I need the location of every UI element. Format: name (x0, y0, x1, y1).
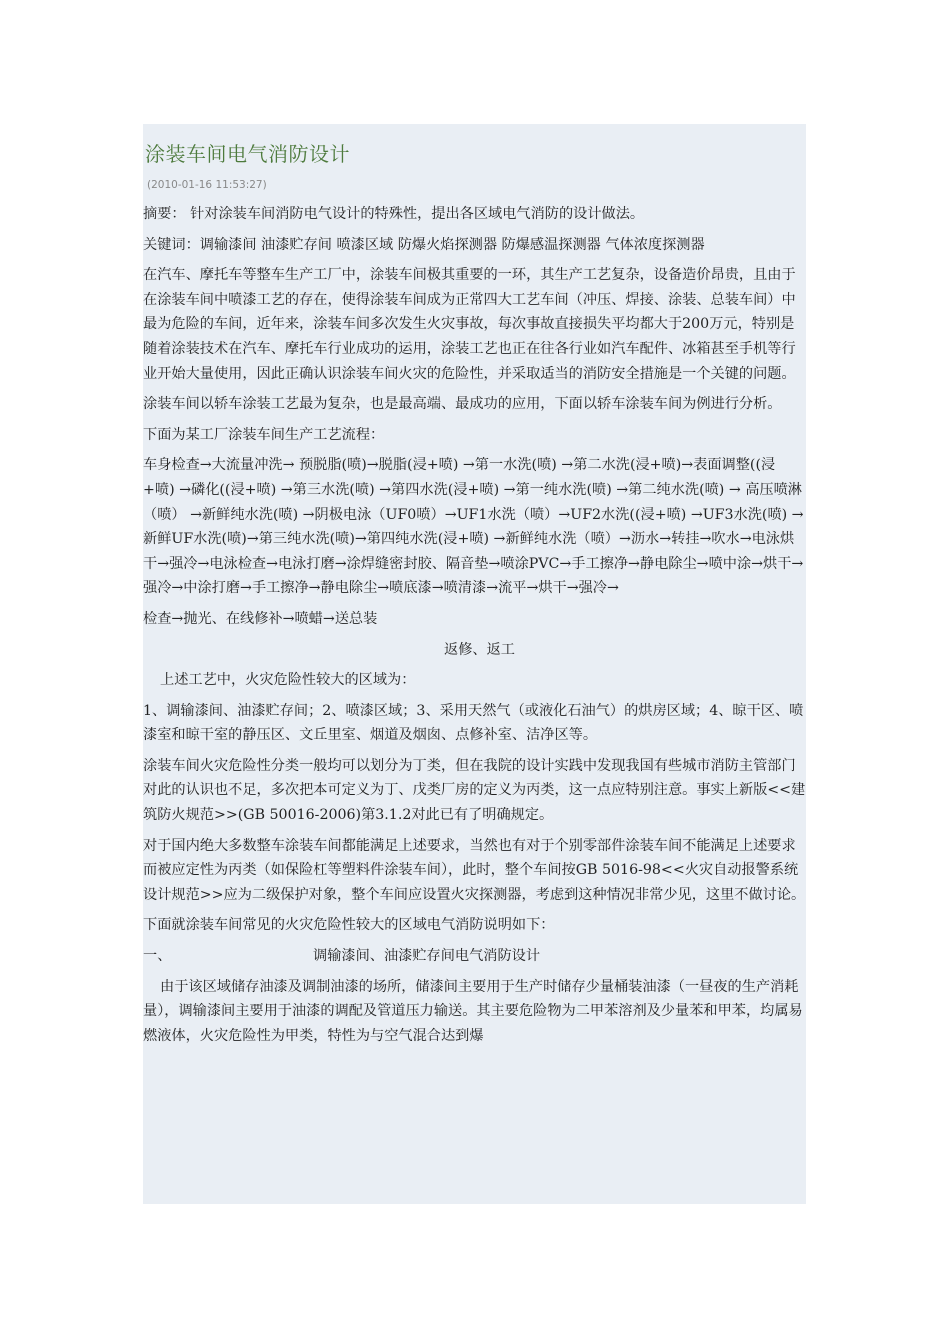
process-flow-end: 检查→抛光、在线修补→喷蜡→送总装 (143, 610, 378, 627)
section-heading-1 (143, 944, 806, 969)
paragraph-sedan: 涂装车间以轿车涂装工艺最为复杂，也是最高端、最成功的应用，下面以轿车涂装车间为例进行分析。 (143, 396, 782, 413)
article-title: 涂装车间电气消防设计 (145, 142, 350, 166)
keywords: 关键词：调输漆间 油漆贮存间 喷漆区域 防爆火焰探测器 防爆感温探测器 气体浓度探测器 (143, 236, 705, 253)
section-number: 一、 (143, 948, 172, 965)
article-container (143, 124, 806, 1204)
article-date: (2010-01-16 11:53:27) (147, 179, 267, 191)
article-body (143, 202, 806, 1048)
rework-label: 返修、返工 (444, 641, 515, 658)
paragraph-paint-room: 由于该区域储存油漆及调制油漆的场所，储漆间主要用于生产时储存少量桶装油漆（一昼夜的生产消耗量），调输漆间主要用于油漆的调配及管道压力输送。其主要危险物为二甲苯溶剂及少量苯和甲苯，均属易燃液体，火灾危险性为甲类，特性为与空气混合达到爆 (143, 978, 803, 1044)
paragraph-exceptions: 对于国内绝大多数整车涂装车间都能满足上述要求，当然也有对于个别零部件涂装车间不能满足上述要求而被应定性为丙类（如保险杠等塑料件涂装车间），此时，整个车间按GB 5016-98<<火灾自动报警系统设计规范>>应为二级保护对象，整个车间应设置火灾探测器，考虑到这种情况非常少见，这里不做讨论。 (143, 837, 806, 903)
paragraph-classification: 涂装车间火灾危险性分类一般均可以划分为丁类，但在我院的设计实践中发现我国有些城市消防主管部门对此的认识也不足，多次把本可定义为丁、戊类厂房的定义为丙类，这一点应特别注意。事实上新版<<建筑防火规范>>(GB 50016-2006)第3.1.2对此已有了明确规定。 (143, 757, 806, 824)
section-title: 调输漆间、油漆贮存间电气消防设计 (313, 948, 541, 965)
abstract: 摘要： 针对涂装车间消防电气设计的特殊性，提出各区域电气消防的设计做法。 (143, 206, 645, 222)
process-flow: 车身检查→大流量冲洗→ 预脱脂(喷)→脱脂(浸+喷) →第一水洗(喷) →第二水洗(浸+喷)→表面调整((浸+喷) →磷化((浸+喷) →第三水洗(喷) →第四水洗(浸+喷) →第一纯水洗(喷) →第二纯水洗(喷) → 高压喷淋（喷） →新鲜纯水洗(喷) →阴极电泳（UF0喷）→UF1水洗（喷）→UF2水洗((浸+喷) →UF3水洗(喷) →新鲜UF水洗(喷)→第三纯水洗(喷)→第四纯水洗(浸+喷) →新鲜纯水洗（喷）→沥水→转挂→吹水→电泳烘干→强冷→电泳检查→电泳打磨→涂焊缝密封胶、隔音垫→喷涂PVC→手工擦净→静电除尘→喷中涂→烘干→强冷→中涂打磨→手工擦净→静电除尘→喷底漆→喷清漆→流平→烘干→强冷→ (143, 457, 804, 597)
paragraph-areas-intro: 下面就涂装车间常见的火灾危险性较大的区域电气消防说明如下： (143, 917, 555, 934)
paragraph-intro: 在汽车、摩托车等整车生产工厂中，涂装车间极其重要的一环，其生产工艺复杂，设备造价昂贵，且由于在涂装车间中喷漆工艺的存在，使得涂装车间成为正常四大工艺车间（冲压、焊接、涂装、总装车间）中最为危险的车间，近年来，涂装车间多次发生火灾事故，每次事故直接损失平均都大于200万元，特别是随着涂装技术在汽车、摩托车行业成功的运用，涂装工艺也正在往各行业如汽车配件、冰箱甚至手机等行业开始大量使用，因此正确认识涂装车间火灾的危险性，并采取适当的消防安全措施是一个关键的问题。 (143, 267, 796, 382)
paragraph-process-intro: 下面为某工厂涂装车间生产工艺流程： (143, 426, 385, 443)
hazard-areas: 1、调输漆间、油漆贮存间；2、喷漆区域；3、采用天然气（或液化石油气）的烘房区域；4、晾干区、喷漆室和晾干室的静压区、文丘里室、烟道及烟囱、点修补室、洁净区等。 (143, 702, 804, 744)
hazard-intro: 上述工艺中，火灾危险性较大的区域为： (160, 672, 416, 689)
